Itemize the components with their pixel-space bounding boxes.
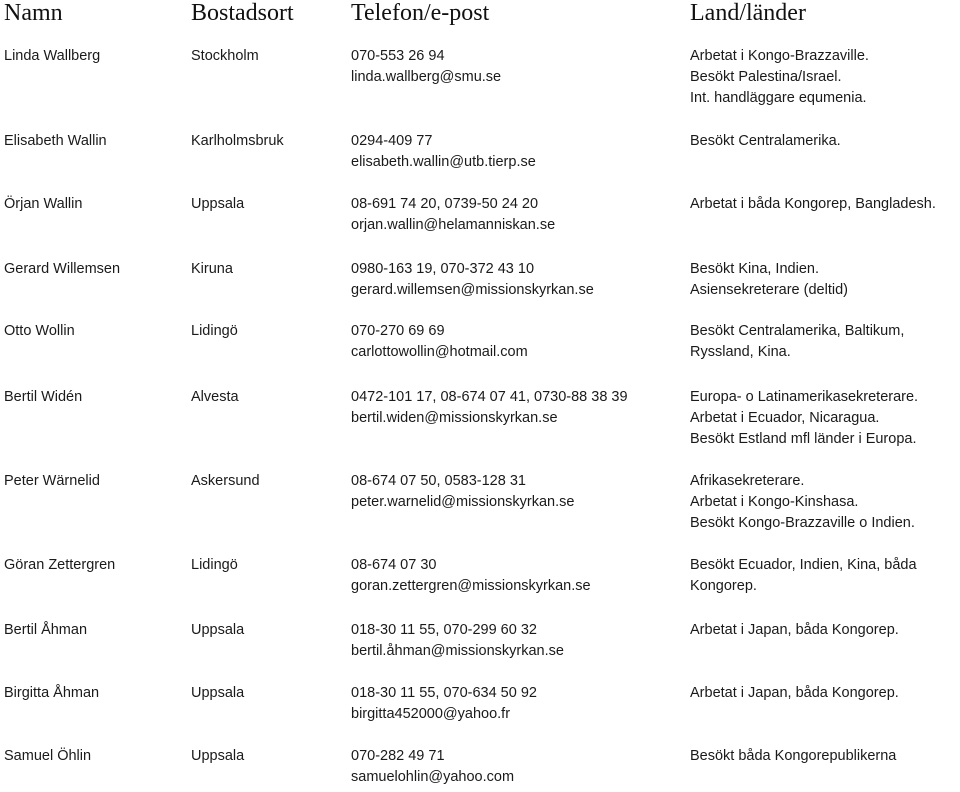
person-name: Bertil Åhman [4,622,88,638]
residence: Lidingö [191,557,238,573]
phone-line: 08-674 07 30 [351,557,437,573]
residence: Stockholm [191,48,259,64]
residence: Uppsala [191,196,245,212]
person-name: Birgitta Åhman [4,685,100,701]
countries-info [690,683,899,704]
country-line: Besökt Ecuador, Indien, Kina, båda [690,557,917,573]
email-line: carlottowollin@hotmail.com [351,344,528,360]
countries-info [690,387,918,450]
phone-line: 08-674 07 50, 0583-128 31 [351,473,526,489]
person-name: Otto Wollin [4,323,75,339]
contact-info [351,620,564,662]
contact-info [351,131,536,173]
contact-info [351,555,591,597]
country-line: Arbetat i Japan, båda Kongorep. [690,685,899,701]
country-line: Arbetat i båda Kongorep, Bangladesh. [690,196,936,212]
country-line: Besökt båda Kongorepublikerna [690,748,897,764]
country-line: Europa- o Latinamerikasekreterare. [690,389,919,405]
country-line: Afrikasekreterare. [690,473,805,489]
phone-line: 070-553 26 94 [351,48,445,64]
residence: Karlholmsbruk [191,133,284,149]
contact-info [351,321,528,363]
country-line: Arbetat i Kongo-Brazzaville. [690,48,869,64]
email-line: peter.warnelid@missionskyrkan.se [351,494,575,510]
phone-line: 070-282 49 71 [351,748,445,764]
phone-line: 018-30 11 55, 070-634 50 92 [351,685,537,701]
person-name: Samuel Öhlin [4,748,92,764]
person-name: Bertil Widén [4,389,83,405]
countries-info [690,259,848,301]
phone-line: 0294-409 77 [351,133,433,149]
residence: Kiruna [191,261,233,277]
person-name: Linda Wallberg [4,48,101,64]
country-line: Besökt Estland mfl länder i Europa. [690,431,917,447]
residence: Lidingö [191,323,238,339]
email-line: bertil.åhman@missionskyrkan.se [351,643,564,659]
residence: Uppsala [191,622,245,638]
contact-info [351,194,555,236]
person-name: Peter Wärnelid [4,473,100,489]
countries-info [690,321,904,363]
countries-info [690,131,841,152]
phone-line: 08-691 74 20, 0739-50 24 20 [351,196,539,212]
header-place: Bostadsort [191,0,294,26]
country-line: Arbetat i Kongo-Kinshasa. [690,494,859,510]
email-line: bertil.widen@missionskyrkan.se [351,410,558,426]
contact-info [351,46,501,88]
country-line: Arbetat i Japan, båda Kongorep. [690,622,899,638]
residence: Uppsala [191,685,245,701]
country-line: Asiensekreterare (deltid) [690,282,848,298]
header-name: Namn [4,0,63,26]
header-contact: Telefon/e-post [351,0,490,26]
countries-info [690,46,869,109]
country-line: Besökt Kina, Indien. [690,261,819,277]
table-header [0,0,960,30]
country-line: Besökt Centralamerika, Baltikum, [690,323,905,339]
country-line: Kongorep. [690,578,757,594]
country-line: Int. handläggare equmenia. [690,90,867,106]
person-name: Örjan Wallin [4,196,83,212]
contact-info [351,387,628,429]
contact-info [351,471,574,513]
email-line: goran.zettergren@missionskyrkan.se [351,578,591,594]
email-line: orjan.wallin@helamanniskan.se [351,217,556,233]
country-line: Besökt Kongo-Brazzaville o Indien. [690,515,915,531]
email-line: birgitta452000@yahoo.fr [351,706,511,722]
country-line: Besökt Centralamerika. [690,133,841,149]
contact-info [351,259,594,301]
residence: Askersund [191,473,260,489]
countries-info [690,194,936,215]
countries-info [690,471,915,534]
country-line: Besökt Palestina/Israel. [690,69,842,85]
contact-info [351,746,514,788]
email-line: gerard.willemsen@missionskyrkan.se [351,282,594,298]
country-line: Ryssland, Kina. [690,344,791,360]
contact-info [351,683,537,725]
residence: Uppsala [191,748,245,764]
header-lands: Land/länder [690,0,806,26]
countries-info [690,555,917,597]
phone-line: 018-30 11 55, 070-299 60 32 [351,622,537,638]
person-name: Elisabeth Wallin [4,133,107,149]
countries-info [690,746,896,767]
countries-info [690,620,899,641]
email-line: elisabeth.wallin@utb.tierp.se [351,154,536,170]
person-name: Göran Zettergren [4,557,116,573]
phone-line: 0472-101 17, 08-674 07 41, 0730-88 38 39 [351,389,628,405]
email-line: linda.wallberg@smu.se [351,69,502,85]
country-line: Arbetat i Ecuador, Nicaragua. [690,410,880,426]
person-name: Gerard Willemsen [4,261,121,277]
email-line: samuelohlin@yahoo.com [351,769,515,785]
residence: Alvesta [191,389,239,405]
phone-line: 0980-163 19, 070-372 43 10 [351,261,535,277]
phone-line: 070-270 69 69 [351,323,445,339]
